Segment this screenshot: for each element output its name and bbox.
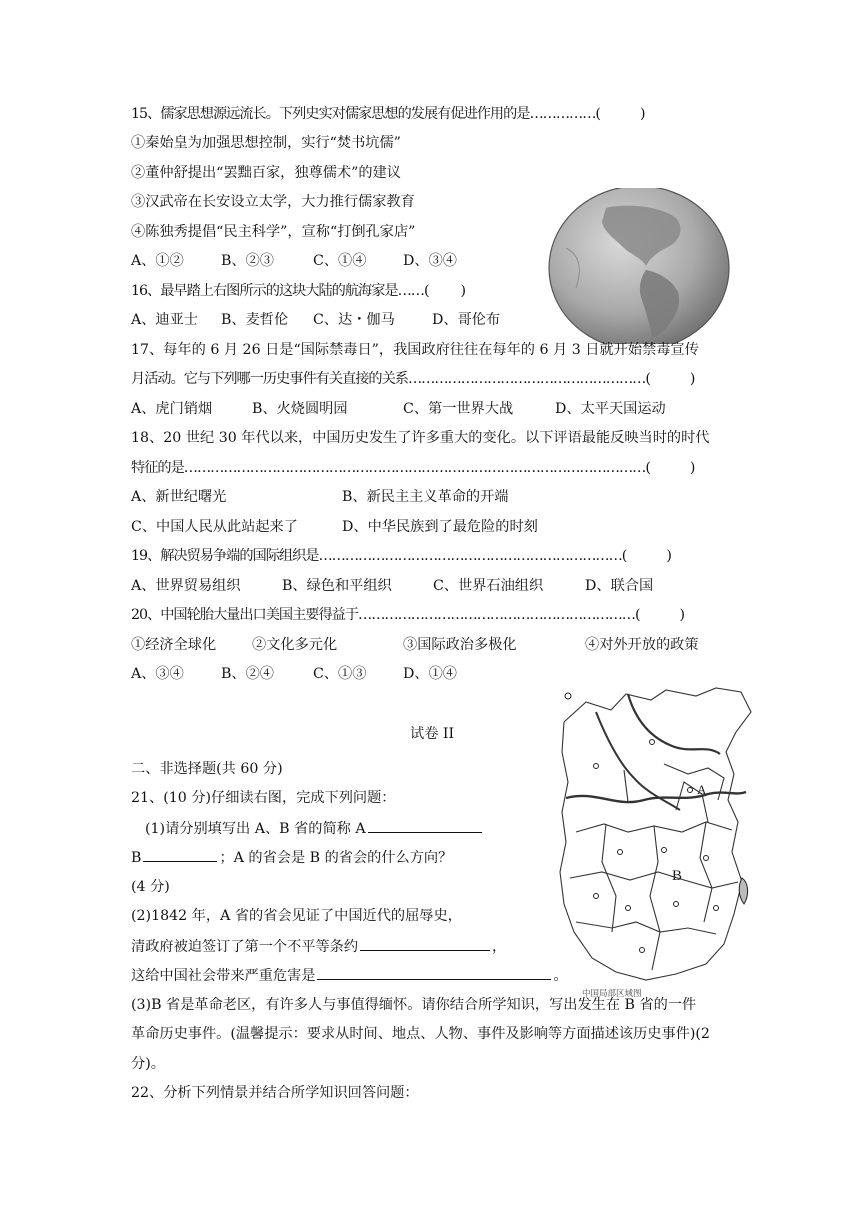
q18-option-b: B、新民主主义革命的开端 [342, 489, 509, 505]
paper2-title: 试卷 II [410, 726, 455, 742]
answer-blank-a[interactable] [368, 818, 482, 833]
q15-item-4: ④陈独秀提倡“民主科学”，宣称“打倒孔家店” [131, 224, 416, 240]
q20-stem: 20、中国轮胎大量出口美国主要得益于………………………………………………………( ) [131, 607, 686, 623]
map-label-b: B [672, 868, 683, 884]
q19-option-d: D、联合国 [585, 578, 654, 594]
q21-part1-line2: B ；A 的省会是 B 的省会的什么方向？ [131, 847, 452, 868]
section-heading: 二、非选择题(共 60 分) [131, 761, 283, 777]
q20-option-c: C、①③ [313, 666, 367, 682]
q15-option-a: A、①② [131, 253, 184, 269]
q15-item-3: ③汉武帝在长安设立太学，大力推行儒家教育 [131, 194, 415, 210]
q15-item-1: ①秦始皇为加强思想控制，实行“焚书坑儒” [131, 135, 401, 151]
q20-item-4: ④对外开放的政策 [585, 637, 699, 653]
q21-part1-line1: (1)请分别填写出 A、B 省的简称 A [145, 818, 484, 839]
answer-blank-treaty[interactable] [360, 936, 490, 951]
q16-option-b: B、麦哲伦 [221, 312, 289, 328]
q20-item-3: ③国际政治多极化 [403, 637, 517, 653]
q17-option-b: B、火烧圆明园 [252, 401, 348, 417]
answer-blank-b[interactable] [143, 847, 217, 862]
q18-option-c: C、中国人民从此站起来了 [131, 519, 298, 535]
q15-option-d: D、③④ [403, 253, 457, 269]
q17-option-c: C、第一世界大战 [403, 401, 514, 417]
q16-stem: 16、最早踏上右图所示的这块大陆的航海家是……( ) [131, 283, 467, 299]
map-caption: 中国局部区域图 [582, 989, 642, 999]
q19-option-a: A、世界贸易组织 [131, 578, 241, 594]
q21-part2-line2: 清政府被迫签订了第一个不平等条约 ， [131, 936, 506, 957]
q19-stem: 19、解决贸易争端的国际组织是……………………………………………………………( ) [131, 548, 672, 564]
q17-line2: 月活动。它与下列哪一历史事件有关直接的关系………………………………………………( ) [131, 371, 696, 387]
q20-option-d: D、①④ [403, 666, 457, 682]
q21-part3-line3: 分)。 [131, 1056, 165, 1072]
q20-item-2: ②文化多元化 [252, 637, 338, 653]
q20-item-1: ①经济全球化 [131, 637, 217, 653]
q15-option-b: B、②③ [221, 253, 274, 269]
q18-option-a: A、新世纪曙光 [131, 489, 227, 505]
q15-option-c: C、①④ [313, 253, 367, 269]
q16-option-d: D、哥伦布 [432, 312, 501, 328]
globe-image [546, 188, 732, 344]
q19-option-b: B、绿色和平组织 [282, 578, 392, 594]
q22-stem: 22、分析下列情景并结合所学知识回答问题： [131, 1085, 419, 1101]
q17-line1: 17、每年的 6 月 26 日是“国际禁毒日”，我国政府往往在每年的 6 月 3 日就开始禁毒宣传 [131, 342, 699, 358]
q21-stem: 21、(10 分)仔细读右图，完成下列问题： [131, 790, 396, 806]
q16-option-c: C、达・伽马 [313, 312, 395, 328]
q18-option-d: D、中华民族到了最危险的时刻 [342, 519, 538, 535]
answer-blank-harm[interactable] [317, 965, 551, 980]
q20-option-b: B、②④ [221, 666, 274, 682]
q21-part2-line3: 这给中国社会带来严重危害是 。 [131, 965, 568, 986]
q17-option-a: A、虎门销烟 [131, 401, 213, 417]
q21-part3-line1: (3)B 省是革命老区，有许多人与事值得缅怀。请你结合所学知识，写出发生在 B 省的一件 [131, 997, 697, 1013]
map-label-a: A [697, 782, 707, 797]
q17-option-d: D、太平天国运动 [555, 401, 666, 417]
q16-option-a: A、迪亚士 [131, 312, 198, 328]
q19-option-c: C、世界石油组织 [433, 578, 544, 594]
q20-option-a: A、③④ [131, 666, 184, 682]
q18-line1: 18、20 世纪 30 年代以来，中国历史发生了许多重大的变化。以下评语最能反映当时的时代 [131, 430, 710, 446]
q21-part3-line2: 革命历史事件。(温馨提示：要求从时间、地点、人物、事件及影响等方面描述该历史事件)(2 [131, 1026, 710, 1042]
china-region-map [556, 682, 764, 1000]
q18-line2: 特征的是……………………………………………………………………………………………( ) [131, 460, 696, 476]
q15-item-2: ②董仲舒提出“罢黜百家，独尊儒术”的建议 [131, 165, 401, 181]
q15-stem: 15、儒家思想源远流长。下列史实对儒家思想的发展有促进作用的是……………( ) [131, 106, 646, 122]
q21-part1-score: (4 分) [131, 879, 170, 895]
q21-part2-line1: (2)1842 年，A 省的省会见证了中国近代的屈辱史， [131, 908, 462, 924]
